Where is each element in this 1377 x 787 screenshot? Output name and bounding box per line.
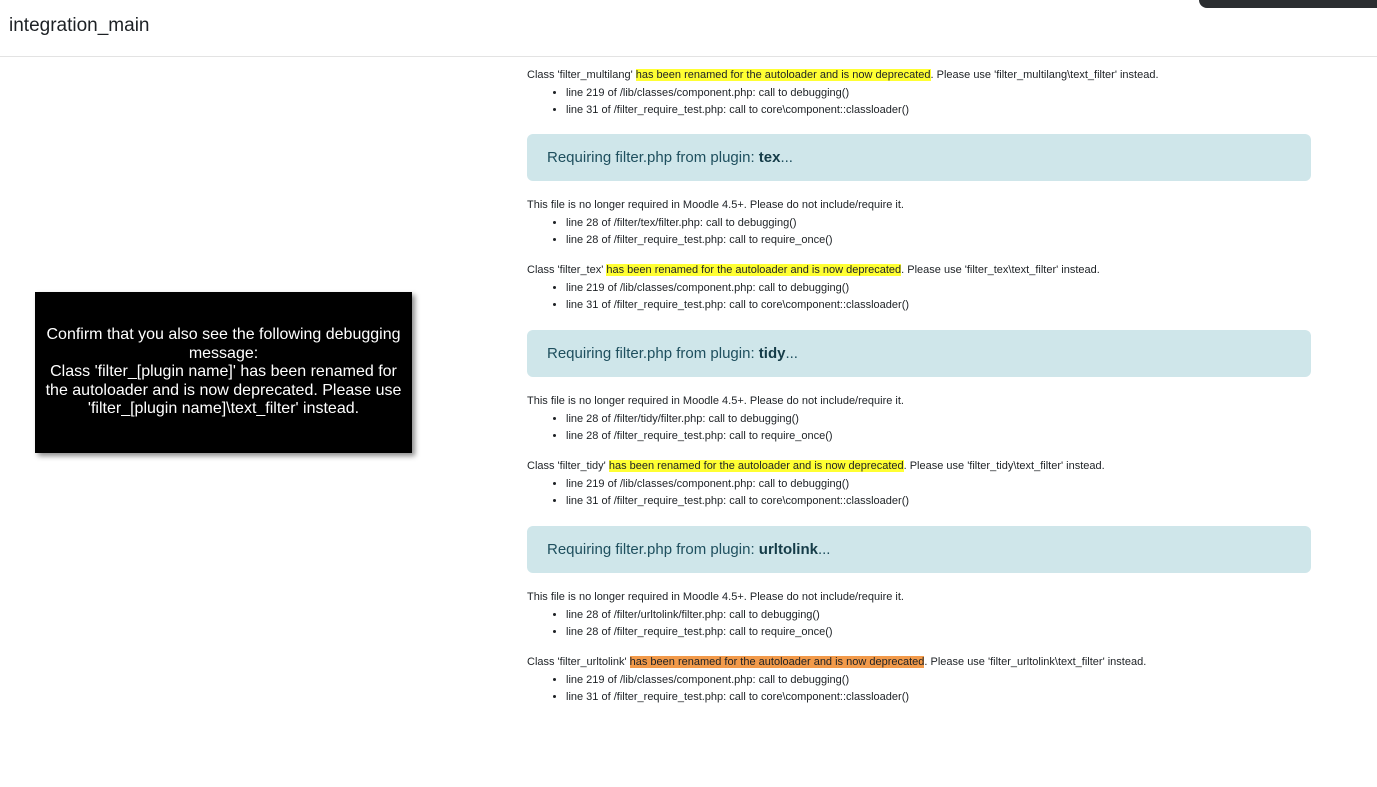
backtrace-item: • line 28 of /filter_require_test.php: call to require_once() bbox=[566, 428, 1311, 445]
backtrace-list bbox=[566, 215, 1311, 249]
debug-message-urltolink-class bbox=[527, 656, 1311, 706]
debug-message-tidy-class bbox=[527, 460, 1311, 510]
backtrace-list bbox=[566, 672, 1311, 706]
plugin-name: tidy bbox=[758, 345, 786, 362]
backtrace-item: • line 219 of /lib/classes/component.php: call to debugging() bbox=[566, 85, 1311, 102]
debug-message-multilang-class bbox=[527, 69, 1311, 119]
backtrace-list bbox=[566, 607, 1311, 641]
class-suffix-text: . Please use 'filter_tex\text_filter' instead. bbox=[901, 264, 1100, 276]
page-title: integration_main bbox=[9, 15, 150, 36]
backtrace-item: • line 28 of /filter_require_test.php: call to require_once() bbox=[566, 624, 1311, 641]
alert-requiring-tex: Requiring filter.php from plugin: tex ... bbox=[527, 134, 1311, 181]
no-longer-required-text: This file is no longer required in Moodle 4.5+. Please do not include/require it. bbox=[527, 199, 904, 211]
backtrace-item: • line 219 of /lib/classes/component.php: call to debugging() bbox=[566, 672, 1311, 689]
backtrace-item: • line 28 of /filter/tidy/filter.php: call to debugging() bbox=[566, 411, 1311, 428]
class-name-text: Class 'filter_multilang' bbox=[527, 69, 636, 81]
highlighted-text: has been renamed for the autoloader and is now deprecated bbox=[635, 69, 931, 81]
alert-requiring-urltolink: Requiring filter.php from plugin: urltolink ... bbox=[527, 526, 1311, 573]
class-suffix-text: . Please use 'filter_multilang\text_filter' instead. bbox=[930, 69, 1159, 81]
class-name-text: Class 'filter_tex' bbox=[527, 264, 607, 276]
plugin-name: tex bbox=[758, 149, 781, 166]
backtrace-item: • line 28 of /filter_require_test.php: call to require_once() bbox=[566, 232, 1311, 249]
backtrace-item: • line 219 of /lib/classes/component.php: call to debugging() bbox=[566, 476, 1311, 493]
class-name-text: Class 'filter_urltolink' bbox=[527, 656, 630, 668]
overlay-line-1: Confirm that you also see the following debugging message: bbox=[46, 326, 401, 362]
class-name-text: Class 'filter_tidy' bbox=[527, 460, 609, 472]
plugin-name: urltolink bbox=[758, 541, 818, 558]
overlay-text bbox=[45, 326, 402, 419]
page-header bbox=[0, 0, 1377, 57]
class-suffix-text: . Please use 'filter_urltolink\text_filter' instead. bbox=[924, 656, 1147, 668]
debug-message-urltolink-require bbox=[527, 591, 1311, 641]
alert-requiring-tidy: Requiring filter.php from plugin: tidy ... bbox=[527, 330, 1311, 377]
overlay-line-2: Class 'filter_[plugin name]' has been renamed for the autoloader and is now deprecated. Please use 'filter_[plugin name]\text_filter' instead. bbox=[45, 363, 402, 418]
backtrace-item: • line 28 of /filter/tex/filter.php: call to debugging() bbox=[566, 215, 1311, 232]
backtrace-item: • line 31 of /filter_require_test.php: call to core\component::classloader() bbox=[566, 493, 1311, 510]
highlighted-text: has been renamed for the autoloader and is now deprecated bbox=[608, 460, 904, 472]
debug-message-tex-require bbox=[527, 199, 1311, 249]
backtrace-item: • line 28 of /filter/urltolink/filter.php: call to debugging() bbox=[566, 607, 1311, 624]
backtrace-item: • line 31 of /filter_require_test.php: call to core\component::classloader() bbox=[566, 297, 1311, 314]
debug-message-tidy-require bbox=[527, 395, 1311, 445]
backtrace-list bbox=[566, 476, 1311, 510]
backtrace-list bbox=[566, 411, 1311, 445]
debug-message-tex-class bbox=[527, 264, 1311, 314]
highlighted-text-active: has been renamed for the autoloader and is now deprecated bbox=[629, 656, 925, 668]
backtrace-item: • line 31 of /filter_require_test.php: call to core\component::classloader() bbox=[566, 689, 1311, 706]
no-longer-required-text: This file is no longer required in Moodle 4.5+. Please do not include/require it. bbox=[527, 591, 904, 603]
highlighted-text: has been renamed for the autoloader and is now deprecated bbox=[606, 264, 902, 276]
top-drawer-tab[interactable] bbox=[1199, 0, 1377, 8]
debug-confirm-overlay bbox=[35, 292, 412, 453]
backtrace-list bbox=[566, 85, 1311, 119]
class-suffix-text: . Please use 'filter_tidy\text_filter' instead. bbox=[903, 460, 1105, 472]
backtrace-list bbox=[566, 280, 1311, 314]
backtrace-item: • line 219 of /lib/classes/component.php: call to debugging() bbox=[566, 280, 1311, 297]
backtrace-item: • line 31 of /filter_require_test.php: call to core\component::classloader() bbox=[566, 102, 1311, 119]
debug-output bbox=[527, 69, 1311, 706]
no-longer-required-text: This file is no longer required in Moodle 4.5+. Please do not include/require it. bbox=[527, 395, 904, 407]
